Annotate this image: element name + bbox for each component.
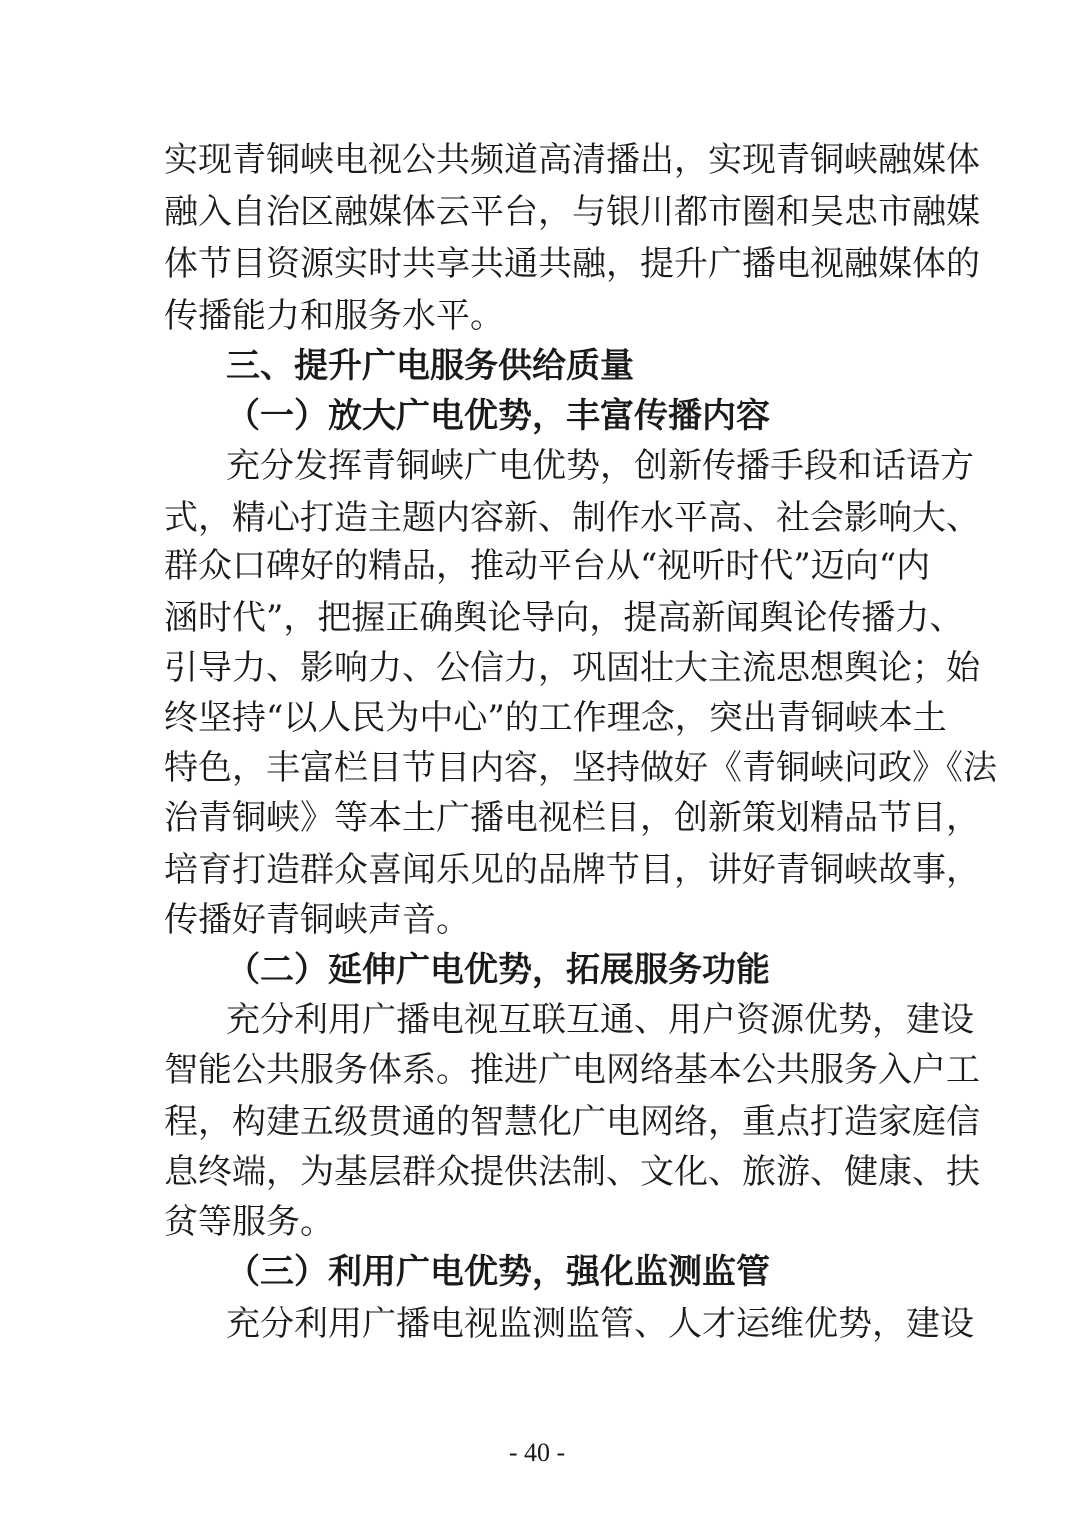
subsection-heading: （一）放大广电优势，丰富传播内容	[226, 396, 770, 436]
body-text-line: 培育打造群众喜闻乐见的品牌节目，讲好青铜峡故事，	[164, 850, 980, 890]
body-text-line: 程，构建五级贯通的智慧化广电网络，重点打造家庭信	[164, 1102, 980, 1142]
body-text-line: 传播能力和服务水平。	[164, 296, 504, 336]
body-text-line: 充分利用广播电视监测监管、人才运维优势，建设	[226, 1304, 974, 1344]
body-text-line: 智能公共服务体系。推进广电网络基本公共服务入户工	[164, 1050, 980, 1090]
body-text-line: 充分利用广播电视互联互通、用户资源优势，建设	[226, 1000, 974, 1040]
body-text-line: 终坚持“以人民为中心”的工作理念，突出青铜峡本土	[164, 698, 947, 738]
section-heading: 三、提升广电服务供给质量	[226, 346, 634, 386]
body-text-line: 群众口碑好的精品，推动平台从“视听时代”迈向“内	[164, 546, 931, 586]
subsection-heading: （三）利用广电优势，强化监测监管	[226, 1252, 770, 1292]
body-text-line: 特色，丰富栏目节目内容，坚持做好《青铜峡问政》《法	[164, 748, 997, 788]
body-text-line: 治青铜峡》等本土广播电视栏目，创新策划精品节目，	[164, 798, 980, 838]
body-text-line: 体节目资源实时共享共通共融，提升广播电视融媒体的	[164, 244, 980, 284]
body-text-line: 涵时代”，把握正确舆论导向，提高新闻舆论传播力、	[164, 598, 964, 638]
page-number: - 40 -	[508, 1438, 566, 1467]
body-text-line: 充分发挥青铜峡广电优势，创新传播手段和话语方	[226, 446, 974, 486]
body-text-line: 融入自治区融媒体云平台，与银川都市圈和吴忠市融媒	[164, 192, 980, 232]
body-text-line: 式，精心打造主题内容新、制作水平高、社会影响大、	[164, 498, 980, 538]
body-text-line: 传播好青铜峡声音。	[164, 900, 470, 940]
body-text-line: 引导力、影响力、公信力，巩固壮大主流思想舆论；始	[164, 648, 980, 688]
body-text-line: 实现青铜峡电视公共频道高清播出，实现青铜峡融媒体	[164, 140, 980, 180]
subsection-heading: （二）延伸广电优势，拓展服务功能	[226, 950, 770, 990]
body-text-line: 息终端，为基层群众提供法制、文化、旅游、健康、扶	[164, 1152, 980, 1192]
body-text-line: 贫等服务。	[164, 1202, 334, 1242]
